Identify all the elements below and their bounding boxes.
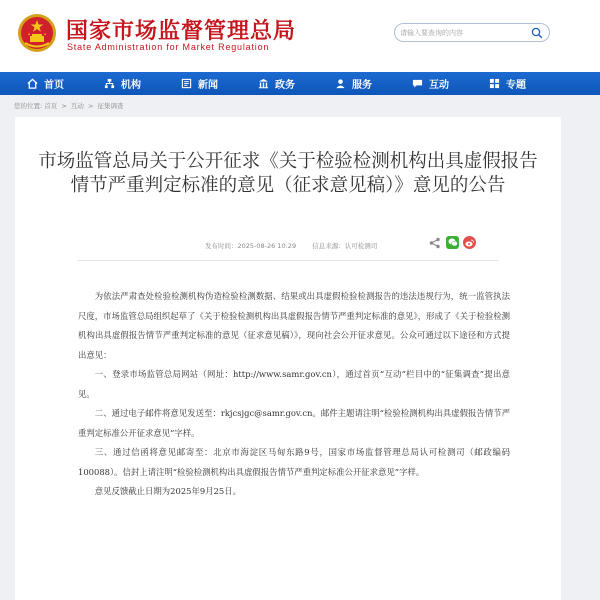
nav-item-label: 服务	[352, 80, 372, 91]
published-time: 2025-08-26 10:29	[237, 242, 297, 250]
share-icon[interactable]	[429, 237, 441, 249]
article-paragraph: 一、登录市场监管总局网站（网址：http://www.samr.gov.cn），通过首页“互动”栏目中的“征集调查”提出意见。	[78, 369, 510, 399]
national-emblem-icon[interactable]	[17, 13, 57, 53]
service-icon	[335, 78, 346, 89]
article-paragraph: 意见反馈截止日期为2025年9月25日。	[94, 486, 241, 496]
breadcrumb-interaction[interactable]: 互动	[70, 102, 84, 110]
nav-item-label: 机构	[121, 80, 141, 91]
breadcrumb	[14, 101, 124, 110]
search-icon[interactable]	[531, 27, 543, 39]
article-card	[15, 117, 561, 600]
search-input[interactable]	[400, 25, 530, 40]
nav-item-home[interactable]	[27, 72, 64, 95]
weibo-icon	[465, 239, 474, 247]
article-meta	[205, 241, 377, 250]
search-box	[394, 23, 550, 42]
article-paragraph: 三、通过信函将意见邮寄至：北京市海淀区马甸东路9号，国家市场监督管理总局认可检测司（邮政编码100088）。信封上请注明“检验检测机构出具虚假报告情节严重判定标准公开征求意见”字样。	[78, 447, 510, 477]
breadcrumb-separator: >	[87, 102, 94, 110]
news-icon	[181, 78, 192, 89]
weibo-share-button[interactable]	[463, 236, 476, 249]
nav-item-interaction[interactable]	[412, 72, 449, 95]
article-paragraph: 为依法严肃查处检验检测机构伪造检验检测数据、结果或出具虚假检验检测报告的违法违规行为，统一监管执法尺度，市场监管总局组织起草了《关于检验检测机构出具虚假报告情节严重判定标准的意见》，形成了《关于检验检测机构出具虚假报告情节严重判定标准的意见（征求意见稿）》，现向社会公开征求意见。公众可通过以下途径和方式提出意见：	[78, 291, 510, 360]
breadcrumb-home[interactable]: 首页	[44, 102, 58, 110]
interaction-icon	[412, 78, 423, 89]
share-bar	[429, 236, 480, 249]
site-header	[0, 0, 600, 72]
site-subtitle: State Administration for Market Regulation	[67, 42, 270, 52]
wechat-share-button[interactable]	[446, 236, 459, 249]
nav-item-news[interactable]	[181, 72, 218, 95]
nav-item-service[interactable]	[335, 72, 372, 95]
nav-item-org[interactable]	[104, 72, 141, 95]
nav-item-label: 新闻	[198, 80, 218, 91]
nav-item-label: 首页	[44, 80, 64, 91]
breadcrumb-survey[interactable]: 征集调查	[97, 102, 124, 110]
home-icon	[27, 78, 38, 89]
nav-item-label: 政务	[275, 80, 295, 91]
source-label: 信息来源：	[312, 242, 345, 250]
breadcrumb-separator: >	[61, 102, 67, 110]
org-icon	[104, 78, 115, 89]
wechat-icon	[448, 238, 458, 247]
article-body	[78, 287, 510, 502]
source-value: 认可检测司	[344, 242, 378, 250]
main-nav	[0, 72, 600, 95]
site-title[interactable]: 国家市场监督管理总局	[66, 19, 297, 44]
topic-icon	[489, 78, 500, 89]
nav-item-label: 互动	[429, 80, 449, 91]
nav-item-topic[interactable]	[489, 72, 526, 95]
title-divider	[78, 260, 498, 261]
gov-icon	[258, 78, 269, 89]
breadcrumb-prefix: 您的位置:	[14, 102, 43, 110]
article-title: 市场监管总局关于公开征求《关于检验检测机构出具虚假报告情节严重判定标准的意见（征求意见稿）》意见的公告	[38, 151, 538, 196]
published-label: 发布时间：	[205, 242, 238, 250]
article-paragraph: 二、通过电子邮件将意见发送至：rkjcsjgc@samr.gov.cn。邮件主题请注明“检验检测机构出具虚假报告情节严重判定标准公开征求意见”字样。	[78, 408, 510, 438]
nav-item-label: 专题	[506, 80, 526, 91]
nav-item-gov[interactable]	[258, 72, 295, 95]
